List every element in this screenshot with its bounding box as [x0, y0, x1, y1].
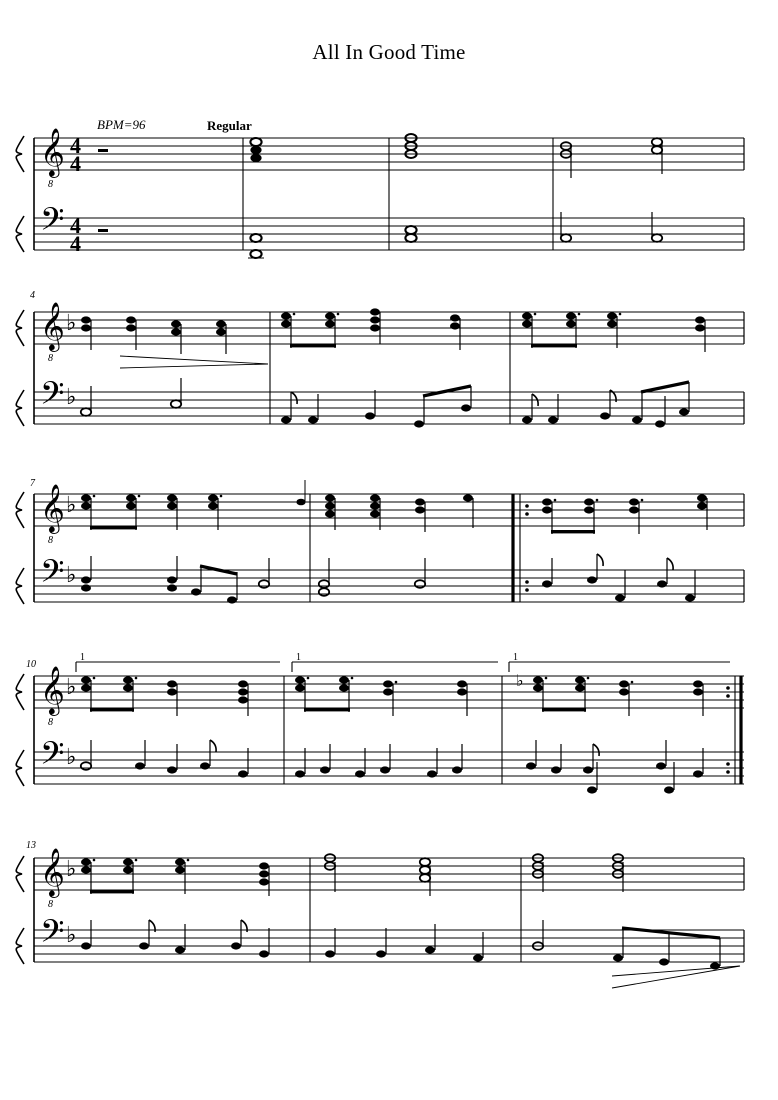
measure-number-7: 7 — [30, 478, 35, 489]
key-signature-treble-4 — [66, 675, 76, 700]
ending-number-1a: 1 — [80, 652, 85, 663]
svg-text:4: 4 — [70, 213, 81, 238]
system-5 — [16, 847, 744, 988]
chord-bass-m3 — [405, 226, 416, 242]
brace-lower-2 — [16, 390, 24, 426]
measure-number-13: 13 — [26, 840, 36, 851]
notes-bass-m10 — [81, 740, 248, 778]
brace-upper-1 — [16, 136, 24, 172]
key-signature-bass-2 — [66, 385, 76, 410]
svg-text:♭: ♭ — [66, 493, 77, 518]
bass-clef-1 — [40, 201, 64, 245]
notes-bass-m12 — [526, 740, 703, 794]
chords-treble-m15 — [533, 854, 623, 892]
svg-text:8: 8 — [48, 353, 53, 364]
time-signature-bass-1 — [70, 213, 81, 256]
staff-lines-treble-5 — [34, 858, 744, 890]
brace-upper-2 — [16, 310, 24, 346]
chord-treble-m4-s2 — [81, 316, 226, 354]
treble-clef-1 — [40, 127, 65, 190]
svg-text:8: 8 — [48, 899, 53, 910]
svg-text:8: 8 — [48, 535, 53, 546]
svg-text:𝄞: 𝄞 — [40, 127, 65, 176]
svg-text:𝄢: 𝄢 — [40, 913, 65, 957]
svg-text:♭: ♭ — [66, 923, 77, 948]
key-signature-bass-3 — [66, 563, 76, 588]
svg-text:♭: ♭ — [66, 745, 77, 770]
system-2 — [16, 301, 744, 428]
brace-upper-5 — [16, 856, 24, 892]
treble-clef-5 — [40, 847, 65, 910]
svg-text:𝄞: 𝄞 — [40, 483, 65, 532]
system-1 — [16, 127, 744, 258]
chord-bass-m2 — [248, 234, 264, 258]
note-bass-m4b — [652, 212, 662, 242]
chord-treble-m4a — [561, 142, 571, 178]
treble-clef-2 — [40, 301, 65, 364]
treble-clef-3 — [40, 483, 65, 546]
chords-treble-m12 — [516, 671, 703, 716]
svg-text:4: 4 — [70, 133, 81, 158]
measure-number-10: 10 — [26, 659, 36, 670]
key-signature-treble-2 — [66, 311, 76, 336]
svg-text:♭: ♭ — [66, 857, 77, 882]
svg-text:𝄢: 𝄢 — [40, 375, 65, 419]
chords-treble-m7 — [81, 494, 222, 530]
staff-lines-bass-3 — [34, 570, 744, 602]
chords-treble-m6 — [522, 312, 705, 352]
tempo-marking: BPM=96 — [97, 117, 146, 132]
svg-text:♭: ♭ — [66, 675, 77, 700]
svg-text:𝄞: 𝄞 — [40, 847, 65, 896]
notes-bass-m6 — [522, 382, 689, 428]
note-bass-m4a — [561, 212, 571, 242]
time-signature-treble-1 — [70, 133, 81, 176]
svg-text:8: 8 — [48, 717, 53, 728]
svg-text:♭: ♭ — [516, 671, 524, 690]
key-signature-bass-4 — [66, 745, 76, 770]
system-3 — [16, 480, 744, 604]
chords-treble-m8 — [296, 480, 473, 532]
style-marking: Regular — [207, 118, 252, 133]
volta-bracket-1a — [76, 662, 280, 672]
brace-upper-4 — [16, 674, 24, 710]
ending-number-1c: 1 — [513, 652, 518, 663]
svg-text:𝄞: 𝄞 — [40, 301, 65, 350]
bass-clef-5 — [40, 913, 64, 957]
rest-treble-m1 — [98, 149, 108, 152]
ending-number-1b: 1 — [296, 652, 301, 663]
brace-lower-4 — [16, 750, 24, 786]
chords-treble-m10 — [81, 676, 248, 716]
chords-treble-m11 — [295, 676, 467, 716]
chords-treble-m9 — [542, 494, 707, 534]
volta-bracket-1b — [292, 662, 498, 672]
svg-text:𝄞: 𝄞 — [40, 665, 65, 714]
svg-text:𝄢: 𝄢 — [40, 201, 65, 245]
chord-treble-m4b — [652, 138, 662, 174]
svg-text:4: 4 — [70, 151, 81, 176]
svg-text:4: 4 — [70, 231, 81, 256]
svg-text:♭: ♭ — [66, 311, 77, 336]
brace-upper-3 — [16, 492, 24, 528]
svg-text:𝄢: 𝄢 — [40, 553, 65, 597]
measure-number-4: 4 — [30, 290, 35, 301]
system-4 — [16, 662, 744, 794]
key-signature-treble-3 — [66, 493, 76, 518]
notes-bass-m7 — [81, 556, 269, 604]
svg-text:𝄢: 𝄢 — [40, 735, 65, 779]
volta-bracket-1c — [509, 662, 730, 672]
key-signature-bass-5 — [66, 923, 76, 948]
svg-text:♭: ♭ — [66, 563, 77, 588]
notes-bass-m8 — [319, 558, 425, 596]
key-signature-treble-5 — [66, 857, 76, 882]
notes-bass-m13 — [81, 920, 269, 958]
page-title: All In Good Time — [312, 40, 466, 64]
staff-lines-treble-2 — [34, 312, 744, 344]
brace-lower-1 — [16, 216, 24, 252]
rest-bass-m1 — [98, 229, 108, 232]
hairpin-diminuendo-5 — [612, 966, 740, 988]
svg-text:8: 8 — [48, 179, 53, 190]
notes-bass-m4-s2 — [81, 378, 181, 416]
bass-clef-3 — [40, 553, 64, 597]
chord-treble-m2 — [250, 138, 262, 162]
brace-lower-5 — [16, 928, 24, 964]
hairpin-diminuendo-2 — [120, 356, 268, 368]
brace-lower-3 — [16, 568, 24, 604]
treble-clef-4 — [40, 665, 65, 728]
svg-text:♭: ♭ — [66, 385, 77, 410]
bass-clef-4 — [40, 735, 64, 779]
bass-clef-2 — [40, 375, 64, 419]
notes-bass-m11 — [295, 744, 462, 778]
